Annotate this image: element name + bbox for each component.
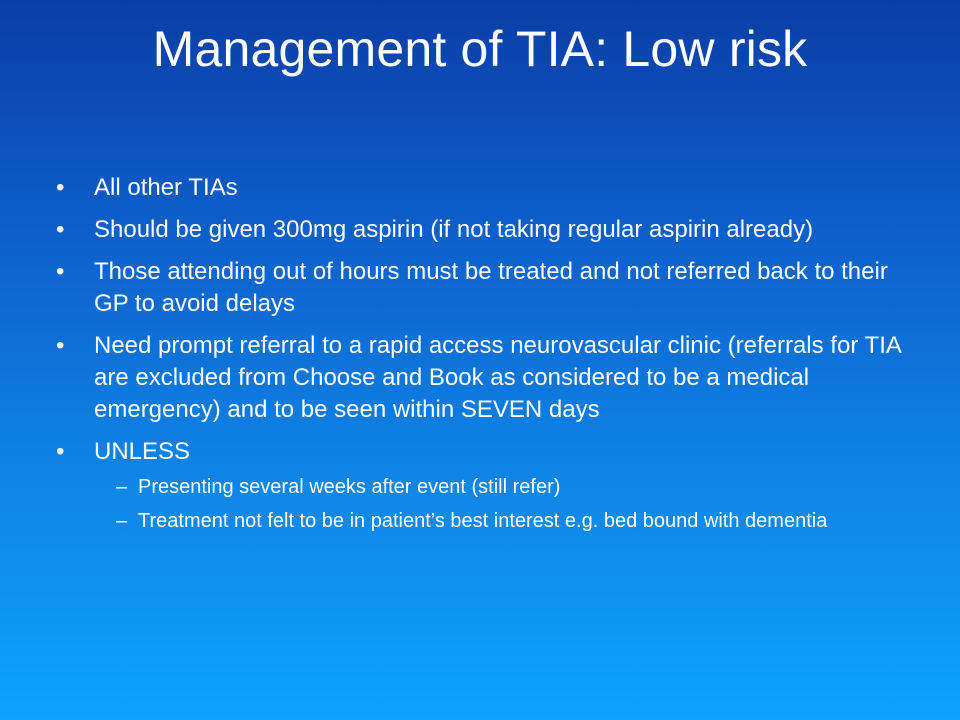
slide-title: Management of TIA: Low risk	[152, 21, 808, 77]
sub-bullet-item	[116, 508, 916, 534]
bullet-item	[56, 256, 906, 320]
bullet-text: Should be given 300mg aspirin (if not taking regular aspirin already)	[94, 216, 814, 243]
bullet-mark: •	[56, 332, 65, 359]
sub-bullet-mark: –	[116, 510, 128, 532]
sub-bullet-text: Presenting several weeks after event (still refer)	[138, 476, 561, 498]
bullet-item	[56, 436, 906, 468]
bullet-mark: •	[56, 174, 65, 201]
bullet-mark: •	[56, 438, 65, 465]
bullet-list	[56, 172, 906, 542]
bullet-item	[56, 330, 906, 426]
bullet-text: Those attending out of hours must be treated and not referred back to their GP to avoid delays	[94, 258, 888, 317]
sub-bullet-item	[116, 474, 916, 500]
bullet-text: All other TIAs	[94, 174, 238, 201]
sub-bullet-mark: –	[116, 476, 128, 498]
bullet-item	[56, 214, 906, 246]
bullet-mark: •	[56, 216, 65, 243]
bullet-text: UNLESS	[94, 438, 191, 465]
bullet-item	[56, 172, 906, 204]
sub-bullet-list	[116, 474, 916, 534]
bullet-text: Need prompt referral to a rapid access neurovascular clinic (referrals for TIA are excluded from Choose and Book as considered to be a medical emergency) and to be seen within SEVEN days	[94, 332, 901, 423]
bullet-mark: •	[56, 258, 65, 285]
sub-bullet-text: Treatment not felt to be in patient’s best interest e.g. bed bound with dementia	[138, 510, 828, 532]
